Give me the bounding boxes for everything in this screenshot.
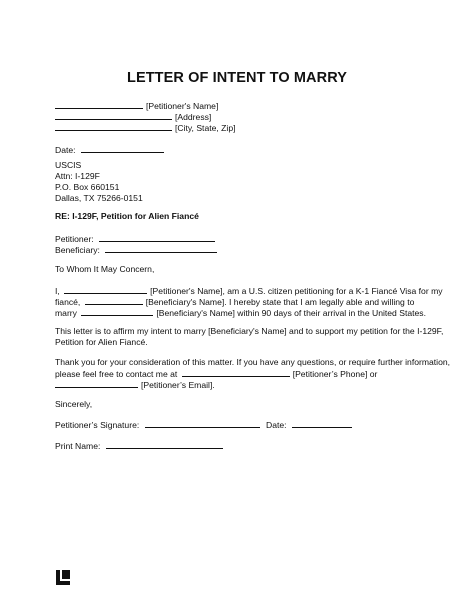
re-line: RE: I-129F, Petition for Alien Fiancé: [55, 211, 199, 221]
sender-name-line: [Petitioner's Name]: [55, 100, 218, 112]
para2-line-1: This letter is to affirm my intent to marry [Beneficiary's Name] and to support my petition for the I-129F,: [55, 326, 444, 336]
para3-line-3: [Petitioner’s Email].: [55, 379, 215, 391]
para3-line-1: Thank you for your consideration of this matter. If you have any questions, or require further information,: [55, 357, 451, 367]
para1-beneficiary-blank[interactable]: [85, 296, 143, 305]
brand-logo-icon: [56, 570, 70, 585]
recipient-line-3: P.O. Box 660151: [55, 182, 120, 192]
para1-line-2: fiancé, [Beneficiary's Name]. I hereby state that I am legally able and willing to: [55, 297, 415, 307]
signature-line: Petitioner’s Signature: Date:: [55, 419, 355, 431]
signature-blank[interactable]: [145, 419, 260, 428]
para3-phone-blank[interactable]: [182, 368, 290, 377]
para1-line-1: I, [Petitioner's Name], am a U.S. citizen petitioning for a K-1 Fiancé Visa for my: [55, 286, 443, 296]
recipient-line-2: Attn: I-129F: [55, 171, 100, 181]
sender-address-blank[interactable]: [55, 111, 172, 120]
sender-name-blank[interactable]: [55, 100, 143, 109]
recipient-line-1: USCIS: [55, 160, 82, 170]
date-blank[interactable]: [81, 144, 164, 153]
petitioner-line: Petitioner:: [55, 233, 218, 245]
para1-petitioner-blank[interactable]: [64, 285, 147, 294]
date-line: Date:: [55, 144, 167, 156]
para3-line-2: please feel free to contact me at [Petitioner’s Phone] or: [55, 369, 378, 379]
signature-date-blank[interactable]: [292, 419, 352, 428]
para1-marry-blank[interactable]: [81, 307, 153, 316]
para2-line-2: Petition for Alien Fiancé.: [55, 337, 148, 347]
petitioner-blank[interactable]: [99, 233, 215, 242]
letter-title: LETTER OF INTENT TO MARRY: [127, 70, 347, 86]
sender-city-line: [City, State, Zip]: [55, 122, 236, 134]
para1-line-3: marry [Beneficiary's Name] within 90 days of their arrival in the United States.: [55, 308, 426, 318]
print-name-line: Print Name:: [55, 440, 226, 452]
recipient-line-4: Dallas, TX 75266-0151: [55, 193, 143, 203]
salutation: To Whom It May Concern,: [55, 264, 155, 274]
beneficiary-line: Beneficiary:: [55, 244, 220, 256]
sender-city-blank[interactable]: [55, 122, 172, 131]
beneficiary-blank[interactable]: [105, 244, 217, 253]
closing: Sincerely,: [55, 399, 93, 409]
para3-email-blank[interactable]: [55, 379, 138, 388]
sender-address-line: [Address]: [55, 111, 211, 123]
print-name-blank[interactable]: [106, 440, 223, 449]
